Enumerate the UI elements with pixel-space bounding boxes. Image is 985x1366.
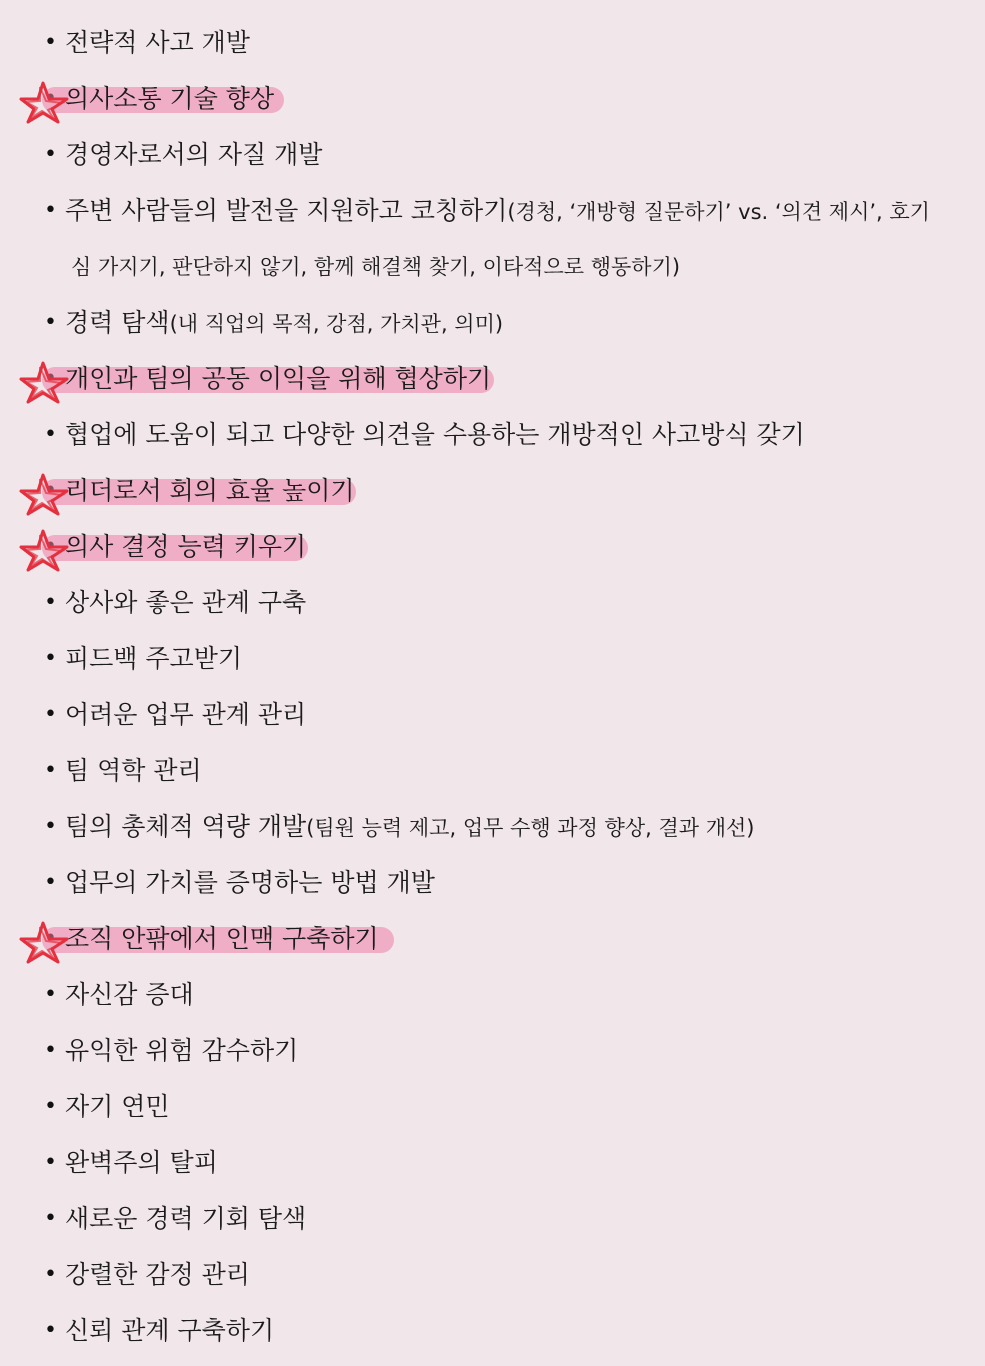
bullet: • xyxy=(44,142,57,167)
bullet: • xyxy=(44,1262,57,1287)
item-text: 조직 안팎에서 인맥 구축하기 xyxy=(65,924,379,953)
item-text: 완벽주의 탈피 xyxy=(65,1148,218,1177)
list-item-highlighted xyxy=(0,351,985,407)
bullet: • xyxy=(44,1094,57,1119)
list-item xyxy=(0,1079,985,1135)
bullet: • xyxy=(44,870,57,895)
star-icon xyxy=(18,917,72,965)
item-text: 경영자로서의 자질 개발 xyxy=(65,140,323,169)
item-text: 주변 사람들의 발전을 지원하고 코칭하기 xyxy=(65,196,508,225)
star-icon xyxy=(18,525,72,573)
list-item xyxy=(0,127,985,183)
list-item xyxy=(0,631,985,687)
item-text: 자신감 증대 xyxy=(65,980,194,1009)
item-text: 협업에 도움이 되고 다양한 의견을 수용하는 개방적인 사고방식 갖기 xyxy=(65,420,805,449)
list-item xyxy=(0,575,985,631)
list-item xyxy=(0,743,985,799)
bullet: • xyxy=(44,758,57,783)
list-item xyxy=(0,183,985,295)
item-text: 피드백 주고받기 xyxy=(65,644,242,673)
bullet: • xyxy=(44,1318,57,1343)
bullet: • xyxy=(44,590,57,615)
list-item xyxy=(0,855,985,911)
item-text: 어려운 업무 관계 관리 xyxy=(65,700,307,729)
list-item xyxy=(0,1247,985,1303)
item-text: 새로운 경력 기회 탐색 xyxy=(65,1204,307,1233)
list-item-highlighted xyxy=(0,519,985,575)
item-text: 팀의 총체적 역량 개발 xyxy=(65,812,307,841)
star-icon xyxy=(18,357,72,405)
list-item xyxy=(0,687,985,743)
goal-list xyxy=(0,15,985,1359)
bullet: • xyxy=(44,1038,57,1063)
bullet: • xyxy=(44,1206,57,1231)
item-text: 상사와 좋은 관계 구축 xyxy=(65,588,307,617)
item-text: 팀 역학 관리 xyxy=(65,756,202,785)
item-text: 신뢰 관계 구축하기 xyxy=(65,1316,275,1345)
item-detail: (내 직업의 목적, 강점, 가치관, 의미) xyxy=(169,312,504,336)
list-item xyxy=(0,1191,985,1247)
list-item-highlighted xyxy=(0,911,985,967)
item-text: 리더로서 회의 효율 높이기 xyxy=(65,476,355,505)
list-item-highlighted xyxy=(0,71,985,127)
list-item xyxy=(0,15,985,71)
bullet: • xyxy=(44,1150,57,1175)
list-item xyxy=(0,967,985,1023)
item-text: 개인과 팀의 공동 이익을 위해 협상하기 xyxy=(65,364,492,393)
bullet: • xyxy=(44,310,57,335)
list-item xyxy=(0,295,985,351)
item-line-1 xyxy=(65,183,955,239)
list-item xyxy=(0,1023,985,1079)
item-text: 업무의 가치를 증명하는 방법 개발 xyxy=(65,868,435,897)
item-text: 전략적 사고 개발 xyxy=(65,28,250,57)
bullet: • xyxy=(44,814,57,839)
list-item xyxy=(0,799,985,855)
item-text: 강렬한 감정 관리 xyxy=(65,1260,250,1289)
item-detail: (경청, ‘개방형 질문하기’ vs. ‘의견 제시’, 호기 xyxy=(507,200,930,224)
item-text: 의사소통 기술 향상 xyxy=(65,84,275,113)
item-text: 의사 결정 능력 키우기 xyxy=(65,532,307,561)
item-text: 경력 탐색 xyxy=(65,308,170,337)
list-item xyxy=(0,407,985,463)
list-item xyxy=(0,1135,985,1191)
item-text: 자기 연민 xyxy=(65,1092,170,1121)
bullet: • xyxy=(44,30,57,55)
bullet: • xyxy=(44,646,57,671)
item-text: 유익한 위험 감수하기 xyxy=(65,1036,299,1065)
item-detail: (팀원 능력 제고, 업무 수행 과정 향상, 결과 개선) xyxy=(306,816,755,840)
star-icon xyxy=(18,77,72,125)
list-item xyxy=(0,1303,985,1359)
bullet: • xyxy=(44,982,57,1007)
bullet: • xyxy=(44,198,57,223)
bullet: • xyxy=(44,702,57,727)
star-icon xyxy=(18,469,72,517)
bullet: • xyxy=(44,422,57,447)
item-detail-continued: 심 가지기, 판단하지 않기, 함께 해결책 찾기, 이타적으로 행동하기) xyxy=(71,255,681,279)
list-item-highlighted xyxy=(0,463,985,519)
